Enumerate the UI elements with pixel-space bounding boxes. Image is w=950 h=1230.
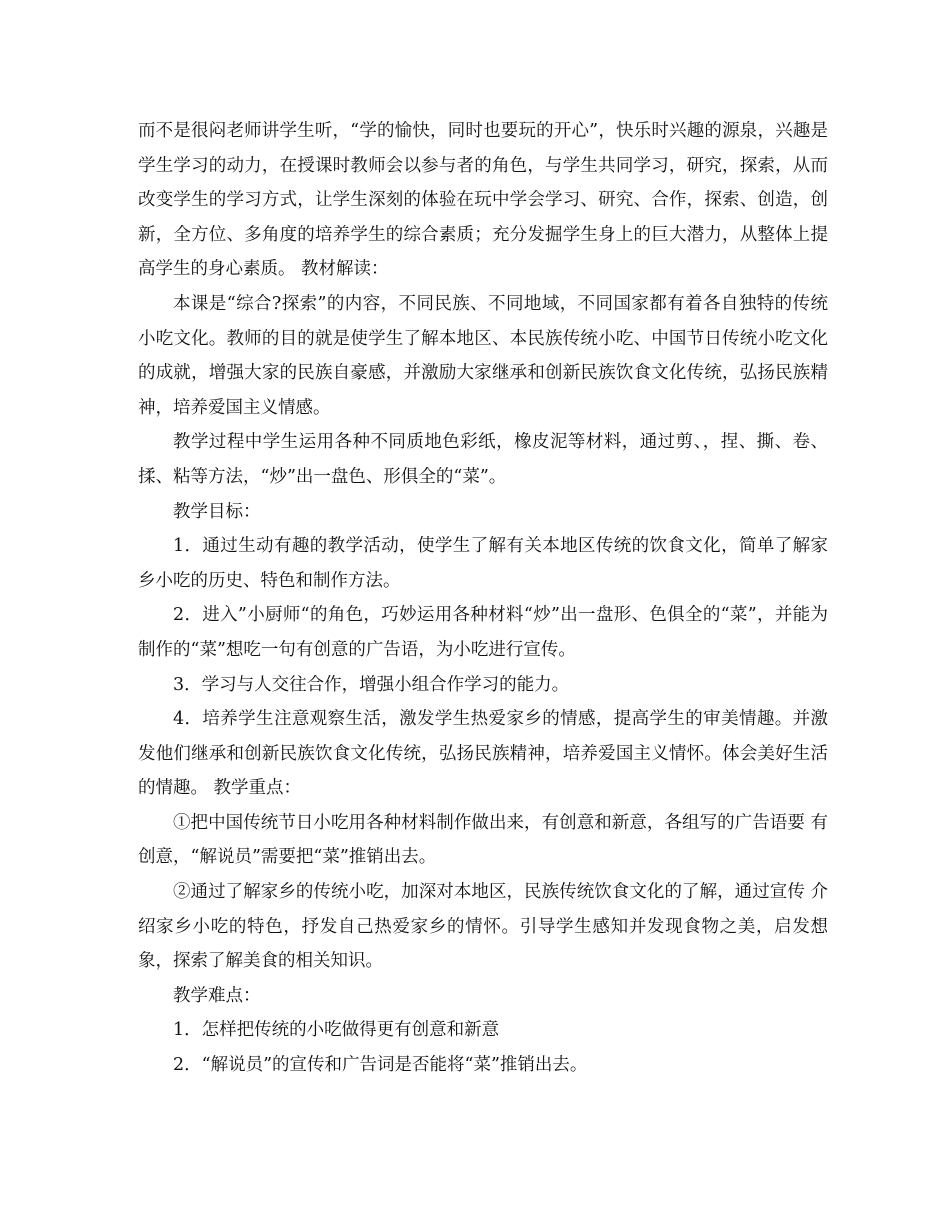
heading-teaching-goals: 教学目标：	[173, 501, 261, 522]
key-point-1: ①把中国传统节日小吃用各种材料制作做出来，有创意和新意，各组写的广告语要 有创意，“解说员”需要把“菜”推销出去。	[138, 812, 828, 868]
paragraph-textbook-reading: 本课是“综合?探索”的内容，不同民族、不同地域，不同国家都有着各自独特的传统小吃文化。教师的目的就是使学生了解本地区、本民族传统小吃、中国节日传统小吃文化的成就，增强大家的民族自豪感，并激励大家继承和创新民族饮食文化传统，弘扬民族精神，培养爱国主义情感。	[138, 293, 828, 418]
key-point-2: ②通过了解家乡的传统小吃，加深对本地区，民族传统饮食文化的了解，通过宣传 介绍家乡小吃的特色，抒发自己热爱家乡的情怀。引导学生感知并发现食物之美，启发想象，探索了解美食的相关知识。	[138, 882, 828, 972]
document-body	[138, 114, 828, 1083]
paragraph-intro-continued: 而不是很闷老师讲学生听，“学的愉快，同时也要玩的开心”，快乐时兴趣的源泉，兴趣是学生学习的动力，在授课时教师会以参与者的角色，与学生共同学习，研究，探索，从而改变学生的学习方式，让学生深刻的体验在玩中学会学习、研究、合作，探索、创造，创新，全方位、多角度的培养学生的综合素质；充分发掘学生身上的巨大潜力，从整体上提高学生的身心素质。 教材解读：	[138, 121, 828, 280]
goal-item-4: 4．培养学生注意观察生活，激发学生热爱家乡的情感，提高学生的审美情趣。并激发他们继承和创新民族饮食文化传统，弘扬民族精神，培养爱国主义情怀。体会美好生活的情趣。 教学重点：	[138, 709, 828, 799]
difficulty-item-1: 1．怎样把传统的小吃做得更有创意和新意	[173, 1020, 500, 1041]
paragraph-teaching-process: 教学过程中学生运用各种不同质地色彩纸，橡皮泥等材料，通过剪、，捏、撕、卷、 揉、粘等方法，“炒”出一盘色、形俱全的“菜”。	[138, 432, 828, 487]
difficulty-item-2: 2．“解说员”的宣传和广告词是否能将“菜”推销出去。	[173, 1055, 588, 1076]
goal-item-1: 1．通过生动有趣的教学活动，使学生了解有关本地区传统的饮食文化，简单了解家乡小吃的历史、特色和制作方法。	[138, 536, 828, 591]
goal-item-3: 3．学习与人交往合作，增强小组合作学习的能力。	[173, 674, 570, 695]
heading-difficulties: 教学难点：	[173, 985, 261, 1006]
goal-item-2: 2．进入”小厨师“的角色，巧妙运用各种材料“炒”出一盘形、色俱全的“菜”，并能为制作的“菜”想吃一句有创意的广告语，为小吃进行宣传。	[138, 605, 828, 660]
